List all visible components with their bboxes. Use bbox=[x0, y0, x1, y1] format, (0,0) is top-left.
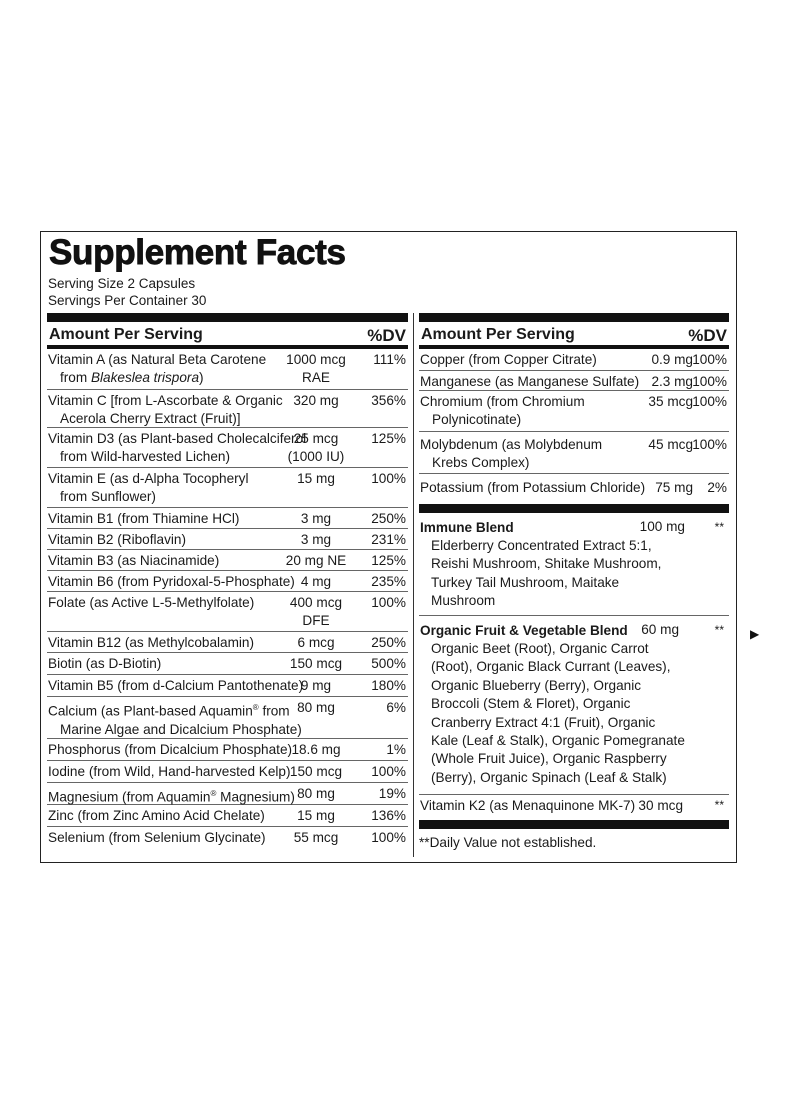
nutrient-row bbox=[47, 761, 408, 783]
nutrient-row bbox=[419, 371, 729, 391]
servings-per-container: Servings Per Container 30 bbox=[48, 293, 207, 308]
nutrient-dv: 180% bbox=[371, 678, 406, 693]
blend-name: Immune Blend bbox=[420, 520, 514, 535]
nutrient-amount: 80 mg bbox=[297, 700, 335, 715]
nutrient-dv: 100% bbox=[692, 437, 727, 452]
nutrient-row bbox=[47, 697, 408, 739]
supplement-facts-panel bbox=[40, 231, 737, 863]
nutrient-amount: 25 mcg (1000 IU) bbox=[287, 431, 345, 464]
right-column bbox=[419, 313, 729, 853]
nutrient-row bbox=[419, 391, 729, 432]
nutrient-dv: 356% bbox=[371, 393, 406, 408]
nutrient-row bbox=[47, 653, 408, 675]
nutrient-dv: 250% bbox=[371, 511, 406, 526]
nutrient-name: Iodine (from Wild, Hand-harvested Kelp) bbox=[48, 764, 291, 779]
nutrient-name: Magnesium (from Aquamin® Magnesium) bbox=[48, 789, 295, 805]
nutrient-name: Vitamin C [from L-Ascorbate & Organic Acerola Cherry Extract (Fruit)] bbox=[48, 393, 283, 426]
nutrient-dv: 250% bbox=[371, 635, 406, 650]
nutrient-row bbox=[47, 783, 408, 805]
nutrient-amount: 55 mcg bbox=[293, 830, 339, 845]
nutrient-name: Vitamin E (as d-Alpha Tocopheryl from Sunflower) bbox=[48, 471, 249, 504]
nutrient-row bbox=[47, 739, 408, 761]
nutrient-amount: 0.9 mg bbox=[651, 352, 693, 367]
immune-blend-row bbox=[419, 513, 729, 616]
nutrient-row bbox=[419, 432, 729, 474]
thick-bar bbox=[419, 313, 729, 322]
nutrient-name: Vitamin B1 (from Thiamine HCl) bbox=[48, 511, 240, 526]
vitamin-k2-row bbox=[419, 795, 729, 817]
nutrient-dv: 100% bbox=[692, 394, 727, 409]
nutrient-row bbox=[419, 474, 729, 500]
nutrient-amount: 3 mg bbox=[300, 532, 332, 547]
nutrient-row bbox=[47, 529, 408, 550]
nutrient-amount: 150 mcg bbox=[289, 764, 343, 779]
dv-label: %DV bbox=[688, 326, 727, 345]
serving-size: Serving Size 2 Capsules bbox=[48, 276, 196, 291]
nutrient-dv: 125% bbox=[371, 431, 406, 446]
nutrient-name: Calcium (as Plant-based Aquamin® from Marine Algae and Dicalcium Phosphate) bbox=[48, 703, 302, 737]
nutrient-amount: 2.3 mg bbox=[651, 374, 693, 389]
nutrient-row bbox=[47, 827, 408, 849]
fruit-vegetable-blend-row bbox=[419, 616, 729, 795]
nutrient-amount: 45 mcg bbox=[648, 437, 693, 452]
nutrient-amount: 80 mg bbox=[297, 786, 335, 801]
nutrient-dv: 100% bbox=[371, 471, 406, 486]
blend-dv: ** bbox=[714, 623, 724, 637]
nutrient-name: Selenium (from Selenium Glycinate) bbox=[48, 830, 266, 845]
nutrient-amount: 1000 mcg RAE bbox=[286, 352, 346, 385]
nutrient-name: Zinc (from Zinc Amino Acid Chelate) bbox=[48, 808, 265, 823]
thick-bar bbox=[419, 820, 729, 829]
nutrient-row bbox=[47, 428, 408, 468]
nutrient-amount: 15 mg bbox=[297, 808, 335, 823]
nutrient-dv: 100% bbox=[371, 595, 406, 610]
nutrient-dv: 6% bbox=[386, 700, 406, 715]
nutrient-row bbox=[47, 592, 408, 632]
nutrient-amount: 15 mg bbox=[297, 471, 335, 486]
nutrient-name: Biotin (as D-Biotin) bbox=[48, 656, 162, 671]
amount-header bbox=[419, 322, 729, 349]
nutrient-name: Vitamin B6 (from Pyridoxal-5-Phosphate) bbox=[48, 574, 295, 589]
nutrient-name: Chromium (from Chromium Polynicotinate) bbox=[420, 394, 585, 427]
nutrient-name: Vitamin B3 (as Niacinamide) bbox=[48, 553, 220, 568]
blend-ingredients: Elderberry Concentrated Extract 5:1, Reishi Mushroom, Shitake Mushroom, Turkey Tail Mushroom, Maitake Mushroom bbox=[431, 538, 662, 609]
nutrient-dv: 111% bbox=[373, 352, 406, 367]
blend-amount: 60 mg bbox=[641, 622, 679, 637]
nutrient-amount: 75 mg bbox=[655, 480, 693, 495]
blend-amount: 100 mg bbox=[639, 519, 685, 534]
nutrient-name: Vitamin A (as Natural Beta Carotene from Blakeslea trispora) bbox=[48, 352, 267, 385]
nutrient-name: Vitamin D3 (as Plant-based Cholecalciferol from Wild-harvested Lichen) bbox=[48, 431, 307, 464]
nutrient-name: Vitamin B12 (as Methylcobalamin) bbox=[48, 635, 255, 650]
nutrient-dv: 235% bbox=[371, 574, 406, 589]
nutrient-amount: 400 mcg DFE bbox=[289, 595, 343, 628]
nutrient-name: Vitamin B5 (from d-Calcium Pantothenate) bbox=[48, 678, 304, 693]
footnote: **Daily Value not established. bbox=[419, 835, 597, 850]
nutrient-amount: 35 mcg bbox=[648, 394, 693, 409]
nutrient-name: Molybdenum (as Molybdenum Krebs Complex) bbox=[420, 437, 603, 470]
nutrient-row bbox=[419, 349, 729, 371]
blend-ingredients: Organic Beet (Root), Organic Carrot (Root), Organic Black Currant (Leaves), Organic Blueberry (Berry), Organic Broccoli (Stem & Floret), Organic Cranberry Extract 4:1 (Fruit), Organic Kale (Leaf & Stalk), Organic Pomegranate (Whole Fruit Juice), Organic Raspberry (Berry), Organic Spinach (Leaf & Stalk) bbox=[431, 641, 685, 785]
nutrient-amount: 6 mcg bbox=[297, 635, 335, 650]
nutrient-row bbox=[47, 508, 408, 529]
nutrient-dv: 125% bbox=[371, 553, 406, 568]
nutrient-dv: 500% bbox=[371, 656, 406, 671]
nutrient-amount: 30 mcg bbox=[638, 798, 683, 813]
nutrient-dv: 136% bbox=[371, 808, 406, 823]
nutrient-name: Phosphorus (from Dicalcium Phosphate) bbox=[48, 742, 293, 757]
nutrient-name: Folate (as Active L-5-Methylfolate) bbox=[48, 595, 255, 610]
nutrient-row bbox=[47, 805, 408, 827]
nutrient-name: Copper (from Copper Citrate) bbox=[420, 352, 597, 367]
thick-bar bbox=[419, 504, 729, 513]
nutrient-row bbox=[47, 550, 408, 571]
footnote-area bbox=[419, 829, 729, 853]
nutrient-dv: 100% bbox=[692, 352, 727, 367]
nutrient-amount: 150 mcg bbox=[289, 656, 343, 671]
nutrient-amount: 20 mg NE bbox=[285, 553, 347, 568]
nutrient-amount: 18.6 mg bbox=[291, 742, 341, 757]
amount-header bbox=[47, 322, 408, 349]
nutrient-amount: 3 mg bbox=[300, 511, 332, 526]
nutrient-dv: ** bbox=[714, 798, 724, 812]
nutrient-name: Vitamin B2 (Riboflavin) bbox=[48, 532, 187, 547]
nutrient-amount: 320 mg bbox=[293, 393, 339, 408]
dv-label: %DV bbox=[367, 326, 406, 345]
amount-per-serving-label: Amount Per Serving bbox=[49, 326, 203, 343]
nutrient-row bbox=[47, 675, 408, 697]
nutrient-dv: 2% bbox=[707, 480, 727, 495]
blend-name: Organic Fruit & Vegetable Blend bbox=[420, 623, 628, 638]
nutrient-dv: 231% bbox=[371, 532, 406, 547]
nutrient-row bbox=[47, 349, 408, 390]
nutrient-name: Vitamin K2 (as Menaquinone MK-7) bbox=[420, 798, 636, 813]
nutrient-row bbox=[47, 390, 408, 428]
nutrient-name: Potassium (from Potassium Chloride) bbox=[420, 480, 646, 495]
nutrient-dv: 100% bbox=[371, 764, 406, 779]
thick-bar bbox=[47, 313, 408, 322]
nutrient-row bbox=[47, 468, 408, 508]
nutrient-dv: 19% bbox=[378, 786, 406, 801]
amount-per-serving-label: Amount Per Serving bbox=[421, 326, 575, 343]
nutrient-row bbox=[47, 632, 408, 653]
nutrient-row bbox=[47, 571, 408, 592]
nutrient-amount: 4 mg bbox=[300, 574, 332, 589]
nutrient-amount: 9 mg bbox=[300, 678, 332, 693]
arrow-right-icon[interactable]: ▶ bbox=[750, 627, 760, 641]
blend-dv: ** bbox=[714, 520, 724, 534]
nutrient-dv: 100% bbox=[371, 830, 406, 845]
page-title: Supplement Facts bbox=[49, 233, 346, 272]
nutrient-name: Manganese (as Manganese Sulfate) bbox=[420, 374, 640, 389]
nutrient-dv: 100% bbox=[692, 374, 727, 389]
left-column bbox=[47, 313, 408, 849]
nutrient-dv: 1% bbox=[386, 742, 406, 757]
column-divider bbox=[413, 313, 414, 857]
